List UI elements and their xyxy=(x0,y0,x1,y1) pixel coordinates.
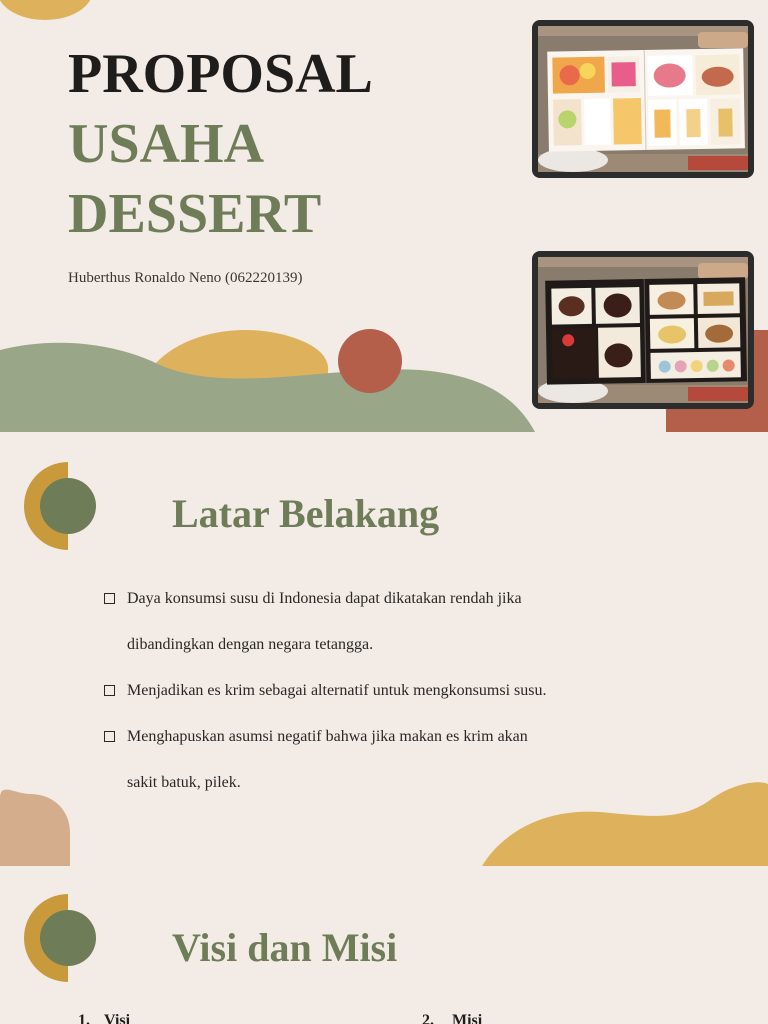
latar-belakang-slide xyxy=(0,432,768,866)
dessert-catalogue-photo-2 xyxy=(532,251,754,409)
list-item xyxy=(104,714,664,806)
terracotta-circle xyxy=(338,329,402,393)
list-item xyxy=(104,576,664,668)
list-item-text-continued: dibandingkan dengan negara tetangga. xyxy=(127,636,374,653)
list-item-text-continued: sakit batuk, pilek. xyxy=(127,774,241,791)
list-item xyxy=(104,668,664,714)
misi-number: 2. xyxy=(422,1012,434,1024)
checkbox-bullet-icon xyxy=(104,731,115,742)
list-item-text: Menjadikan es krim sebagai alternatif untuk mengkonsumsi susu. xyxy=(127,682,547,699)
top-mustard-blob xyxy=(0,0,93,20)
list-item-text: Menghapuskan asumsi negatif bahwa jika makan es krim akan xyxy=(127,728,528,745)
visi-label: Visi xyxy=(104,1012,131,1024)
title-dessert: DESSERT xyxy=(68,183,322,245)
visi-number: 1. xyxy=(78,1012,90,1024)
dessert-catalogue-photo-1 xyxy=(532,20,754,178)
sand-blob xyxy=(0,790,70,866)
checkbox-bullet-icon xyxy=(104,685,115,696)
cover-slide xyxy=(0,0,768,432)
visi-misi-slide xyxy=(0,866,768,1024)
list-item-text: Daya konsumsi susu di Indonesia dapat dikatakan rendah jika xyxy=(127,590,522,607)
title-proposal: PROPOSAL xyxy=(68,43,373,105)
olive-circle xyxy=(40,910,96,966)
olive-circle xyxy=(40,478,96,534)
title-usaha: USAHA xyxy=(68,113,265,175)
visi-misi-heading: Visi dan Misi xyxy=(172,925,398,970)
misi-label: Misi xyxy=(452,1012,483,1024)
latar-belakang-list xyxy=(104,576,664,806)
author-name: Huberthus Ronaldo Neno (062220139) xyxy=(68,270,303,286)
latar-belakang-heading: Latar Belakang xyxy=(172,491,440,536)
checkbox-bullet-icon xyxy=(104,593,115,604)
